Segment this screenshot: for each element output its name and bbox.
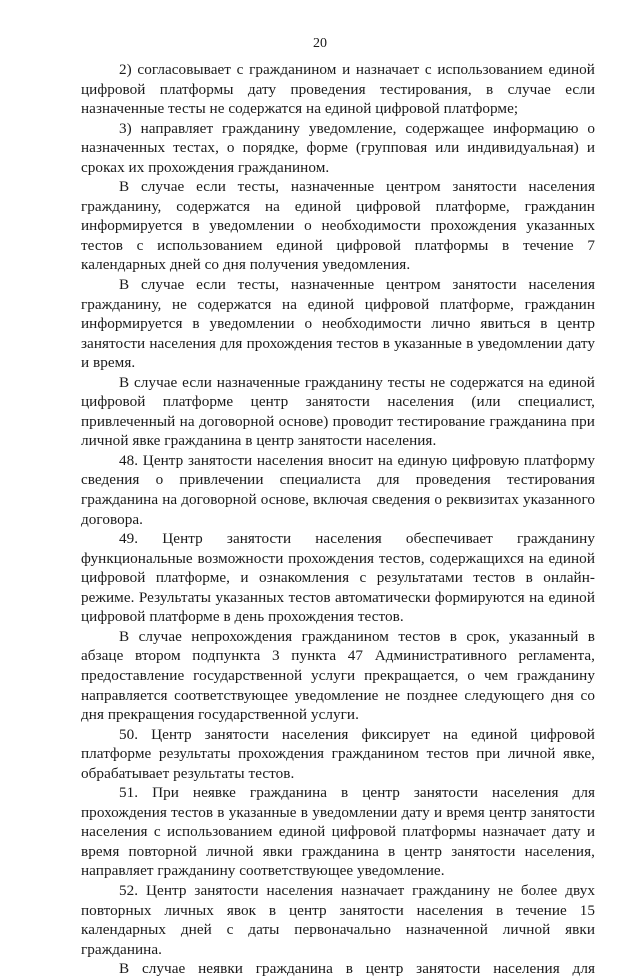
paragraph-tests-not-on-platform: В случае если тесты, назначенные центром занятости населения гражданину, не содержатся на единой цифровой платформе, гражданин информируется в уведомлении о необходимости лично явиться в центр занятости населения для прохождения тестов в указанные в уведомлении дату и время. — [81, 276, 595, 372]
page-number: 20 — [313, 36, 327, 51]
paragraph-2-agrees-date: 2) согласовывает с гражданином и назначает с использованием единой цифровой платформы дату проведения тестирования, в случае если назначенные тесты не содержатся на единой цифровой платформе; — [81, 61, 595, 118]
paragraph-item-50: 50. Центр занятости населения фиксирует на единой цифровой платформе результаты прохождения гражданином тестов при личной явке, обрабатывает результаты тестов. — [81, 725, 595, 782]
paragraph-non-appearance: В случае неявки гражданина в центр занятости населения для — [119, 960, 595, 978]
paragraph-item-48: 48. Центр занятости населения вносит на единую цифровую платформу сведения о привлечении специалиста для проведения тестирования гражданина на договорной основе, включая сведения о реквизитах указанного договора. — [81, 451, 595, 528]
paragraph-3-sends-notice: 3) направляет гражданину уведомление, содержащее информацию о назначенных тестах, о порядке, форме (групповая или индивидуальная) и сроках их прохождения гражданином. — [81, 119, 595, 176]
paragraph-item-52: 52. Центр занятости населения назначает гражданину не более двух повторных личных явок в центр занятости населения в течение 15 календарных дней с даты первоначально назначенной личной явки гражданина. — [81, 881, 595, 958]
paragraph-in-person-testing: В случае если назначенные гражданину тесты не содержатся на единой цифровой платформе центр занятости населения (или специалист, привлеченный на договорной основе) проводит тестирование гражданина при личной явке гражданина в центр занятости населения. — [81, 373, 595, 450]
document-body — [81, 60, 595, 979]
paragraph-item-49: 49. Центр занятости населения обеспечивает гражданину функциональные возможности прохождения тестов, содержащихся на единой цифровой платформе, и ознакомления с результатами тестов в онлайн-режиме. Результаты указанных тестов автоматически формируются на единой цифровой платформе в день прохождения тестов. — [81, 530, 595, 626]
paragraph-non-completion: В случае непрохождения гражданином тестов в срок, указанный в абзаце втором подпункта 3 пункта 47 Административного регламента, предоставление государственной услуги прекращается, о чем гражданину направляется соответствующее уведомление не позднее следующего дня со дня прекращения государственной услуги. — [81, 627, 595, 724]
paragraph-tests-on-platform: В случае если тесты, назначенные центром занятости населения гражданину, содержатся на единой цифровой платформе, гражданин информируется в уведомлении о необходимости прохождения указанных тестов с использованием единой цифровой платформы в течение 7 календарных дней со дня получения уведомления. — [81, 178, 595, 274]
paragraph-item-51: 51. При неявке гражданина в центр занятости населения для прохождения тестов в указанные в уведомлении дату и время центр занятости населения с использованием единой цифровой платформы назначает дату и время повторной личной явки гражданина в центр занятости населения, направляет гражданину соответствующее уведомление. — [81, 784, 595, 880]
